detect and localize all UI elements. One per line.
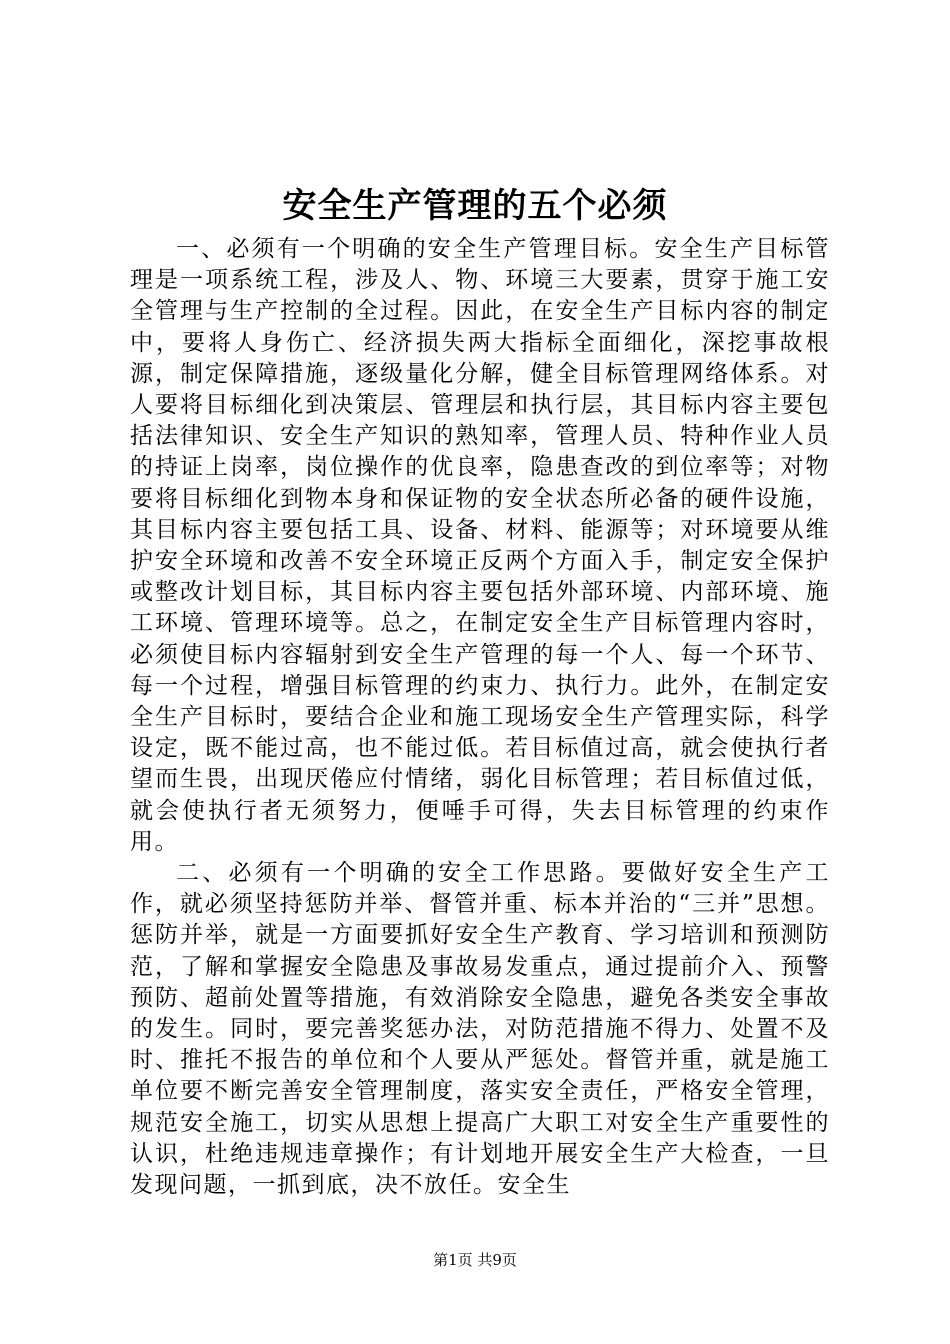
- document-body: [130, 234, 830, 1201]
- paragraph-1: 一、必须有一个明确的安全生产管理目标。安全生产目标管理是一项系统工程，涉及人、物、环境三大要素，贯穿于施工安全管理与生产控制的全过程。因此，在安全生产目标内容的制定中，要将人身伤亡、经济损失两大指标全面细化，深挖事故根源，制定保障措施，逐级量化分解，健全目标管理网络体系。对人要将目标细化到决策层、管理层和执行层，其目标内容主要包括法律知识、安全生产知识的熟知率，管理人员、特种作业人员的持证上岗率，岗位操作的优良率，隐患查改的到位率等；对物要将目标细化到物本身和保证物的安全状态所必备的硬件设施，其目标内容主要包括工具、设备、材料、能源等；对环境要从维护安全环境和改善不安全环境正反两个方面入手，制定安全保护或整改计划目标，其目标内容主要包括外部环境、内部环境、施工环境、管理环境等。总之，在制定安全生产目标管理内容时，必须使目标内容辐射到安全生产管理的每一个人、每一个环节、每一个过程，增强目标管理的约束力、执行力。此外，在制定安全生产目标时，要结合企业和施工现场安全生产管理实际，科学设定，既不能过高，也不能过低。若目标值过高，就会使执行者望而生畏，出现厌倦应付情绪，弱化目标管理；若目标值过低，就会使执行者无须努力，便唾手可得，失去目标管理的约束作用。: [130, 236, 830, 855]
- page-footer: 第1页 共9页: [433, 1251, 517, 1269]
- paragraph-2: 二、必须有一个明确的安全工作思路。要做好安全生产工作，就必须坚持惩防并举、督管并重、标本并治的“三并”思想。惩防并举，就是一方面要抓好安全生产教育、学习培训和预测防范，了解和掌握安全隐患及事故易发重点，通过提前介入、预警预防、超前处置等措施，有效消除安全隐患，避免各类安全事故的发生。同时，要完善奖惩办法，对防范措施不得力、处置不及时、推托不报告的单位和个人要从严惩处。督管并重，就是施工单位要不断完善安全管理制度，落实安全责任，严格安全管理，规范安全施工，切实从思想上提高广大职工对安全生产重要性的认识，杜绝违规违章操作；有计划地开展安全生产大检查，一旦发现问题，一抓到底，决不放任。安全生: [130, 860, 830, 1199]
- document-title: 安全生产管理的五个必须: [282, 186, 668, 226]
